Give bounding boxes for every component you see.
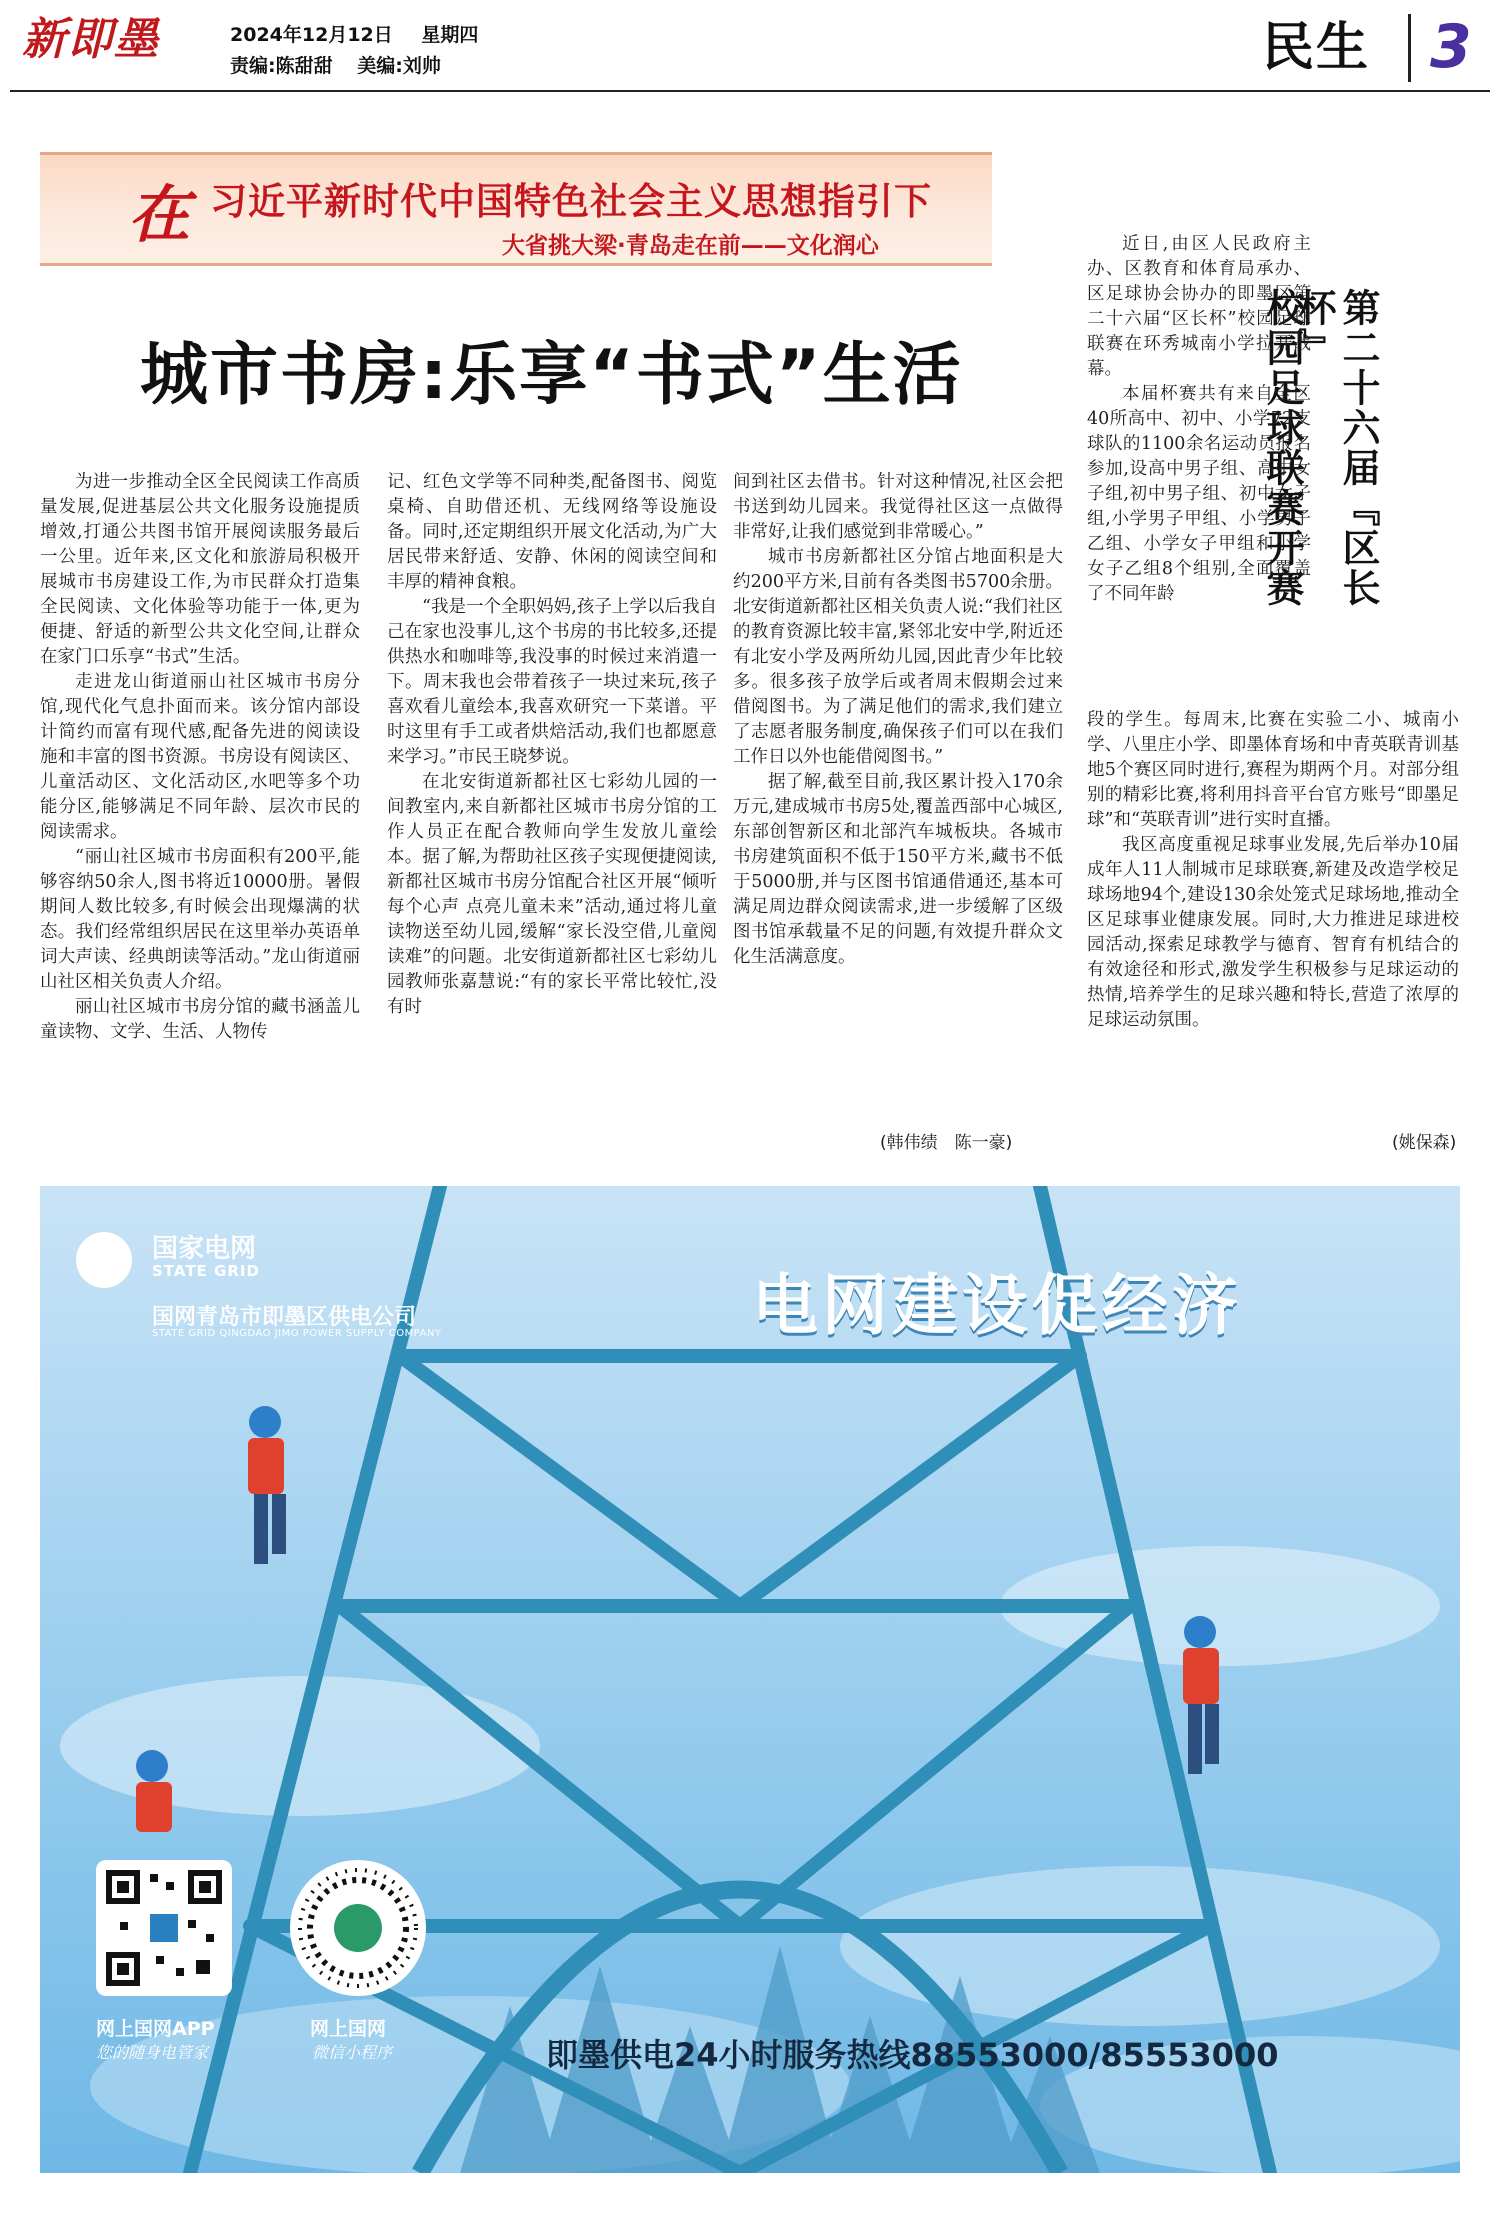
- ad-brand-name-en: STATE GRID: [152, 1262, 260, 1280]
- banner-title: 习近平新时代中国特色社会主义思想指引下: [210, 179, 932, 223]
- side-headline: 第二十六届『区长杯』: [1292, 288, 1380, 608]
- issue-weekday: 星期四: [421, 24, 479, 46]
- app-qr-code[interactable]: [96, 1860, 232, 1996]
- paragraph: 段的学生。每周末,比赛在实验二小、城南小学、八里庄小学、即墨体育场和中青英联青训基地5个赛区同时进行,赛程为期两个月。对部分组别的精彩比赛,将利用抖音平台官方账号“即墨足球”和“英联青训”进行实时直播。: [1087, 710, 1459, 830]
- side-subheadline: 校园足球联赛开赛: [1260, 288, 1304, 608]
- service-hotline: 即墨供电24小时服务热线88553000/85553000: [546, 2036, 1279, 2074]
- paragraph: 据了解,截至目前,我区累计投入170余万元,建成城市书房5处,覆盖西部中心城区,东部创智新区和北部汽车城板块。各城市书房建筑面积不低于150平方米,藏书不低于5000册,并与区图书馆通借通还,基本可满足周边群众阅读需求,进一步缓解了区级图书馆承载量不足的问题,有效提升群众文化生活满意度。: [733, 772, 1063, 967]
- paragraph: 城市书房新都社区分馆占地面积是大约200平方米,目前有各类图书5700余册。北安街道新都社区相关负责人说:“我们社区的教育资源比较丰富,紧邻北安中学,附近还有北安小学及两所幼儿园,因此青少年比较多。很多孩子放学后或者周末假期会过来借阅图书。为了满足他们的需求,我们建立了志愿者服务制度,确保孩子们可以在我们工作日以外也能借阅图书。”: [733, 547, 1063, 767]
- newspaper-logo: 新即墨: [22, 14, 160, 65]
- page-number: 3: [1430, 12, 1472, 82]
- main-article-byline: (韩伟绩 陈一豪): [880, 1133, 1013, 1153]
- side-article-column-bottom: [1087, 708, 1459, 1128]
- mini-program-qr-label: 网上国网: [310, 2018, 387, 2040]
- issue-date: 2024年12月12日: [230, 24, 393, 46]
- paragraph: 为进一步推动全区全民阅读工作高质量发展,促进基层公共文化服务设施提质增效,打通公共图书馆开展阅读服务最后一公里。近年来,区文化和旅游局积极开展城市书房建设工作,为市民群众打造集全民阅读、文化体验等功能于一体,更为便捷、舒适的新型公共文化空间,让群众在家门口乐享“书式”生活。: [40, 472, 360, 667]
- lineman-right: [1183, 1616, 1219, 1774]
- main-headline: 城市书房:乐享“书式”生活: [140, 336, 963, 415]
- masthead-rule: [10, 90, 1490, 92]
- mini-program-code-icon: [290, 1860, 426, 1996]
- paragraph: 本届杯赛共有来自全区40所高中、初中、小学72支球队的1100余名运动员报名参加,设高中男子组、高中女子组,初中男子组、初中女子组,小学男子甲组、小学男子乙组、小学女子甲组和小学女子乙组8个组别,全面覆盖了不同年龄: [1087, 384, 1311, 604]
- paragraph: “丽山社区城市书房面积有200平,能够容纳50余人,图书将近10000册。暑假期间人数比较多,有时候会出现爆满的状态。我们经常组织居民在这里举办英语单词大声读、经典朗读等活动。”龙山街道丽山社区相关负责人介绍。: [40, 847, 360, 992]
- side-article-column-top: [1087, 232, 1311, 702]
- state-grid-advertisement: [40, 1186, 1460, 2173]
- designer-credit: 美编:刘帅: [357, 55, 441, 77]
- ad-slogan: 电网建设促经济: [752, 1267, 1242, 1344]
- section-divider: [1408, 14, 1411, 82]
- app-qr-note: 您的随身电管家: [96, 2043, 209, 2062]
- masthead: [0, 0, 1500, 92]
- state-grid-logo-icon: [76, 1232, 132, 1288]
- ad-company-name: 国网青岛市即墨区供电公司: [152, 1305, 417, 1330]
- article-column-2: [387, 470, 717, 1160]
- section-name: 民生: [1262, 18, 1371, 78]
- qr-code-icon: [96, 1860, 232, 1996]
- theme-banner: [40, 152, 992, 266]
- paragraph: “我是一个全职妈妈,孩子上学以后我自己在家也没事儿,这个书房的书比较多,还提供热水和咖啡等,我没事的时候过来消遣一下。周末我也会带着孩子一块过来玩,孩子喜欢看儿童绘本,我喜欢研究一下菜谱。平时这里有手工或者烘焙活动,我们也都愿意来学习。”市民王晓梦说。: [387, 597, 717, 767]
- ad-brand-name: 国家电网: [152, 1234, 257, 1264]
- paragraph: 丽山社区城市书房分馆的藏书涵盖儿童读物、文学、生活、人物传: [40, 997, 360, 1042]
- paragraph: 我区高度重视足球事业发展,先后举办10届成年人11人制城市足球联赛,新建及改造学校足球场地94个,建设130余处笼式足球场地,推动全区足球事业健康发展。同时,大力推进足球进校园活动,探索足球教学与德育、智育有机结合的有效途径和形式,激发学生积极参与足球运动的热情,培养学生的足球兴趣和特长,营造了浓厚的足球运动氛围。: [1087, 835, 1459, 1030]
- paragraph: 间到社区去借书。针对这种情况,社区会把书送到幼儿园来。我觉得社区这一点做得非常好,让我们感觉到非常暖心。”: [733, 472, 1063, 542]
- paragraph: 近日,由区人民政府主办、区教育和体育局承办、区足球协会协办的即墨区第二十六届“区长杯”校园足球联赛在环秀城南小学拉开战幕。: [1087, 234, 1311, 379]
- paragraph: 走进龙山街道丽山社区城市书房分馆,现代化气息扑面而来。该分馆内部设计简约而富有现代感,配备先进的阅读设施和丰富的图书资源。书房设有阅读区、儿童活动区、文化活动区,水吧等多个功能分区,能够满足不同年龄、层次市民的阅读需求。: [40, 672, 360, 842]
- banner-subtitle: 大省挑大梁·青岛走在前——文化润心: [502, 233, 879, 259]
- article-column-1: [40, 470, 360, 1160]
- lineman-left-top: [248, 1406, 286, 1564]
- lineman-left-bottom: [136, 1750, 172, 1832]
- date-line: [230, 20, 500, 47]
- mini-program-qr-note: 微信小程序: [312, 2043, 393, 2062]
- app-qr-label: 网上国网APP: [96, 2018, 215, 2040]
- banner-initial: 在: [128, 178, 191, 251]
- mini-program-qr-code[interactable]: [290, 1860, 426, 1996]
- side-article-byline: (姚保森): [1392, 1133, 1457, 1153]
- article-column-3: [733, 470, 1063, 1120]
- editors-line: [230, 51, 459, 78]
- editor-credit: 责编:陈甜甜: [230, 55, 333, 77]
- ad-company-name-en: STATE GRID QINGDAO JIMO POWER SUPPLY COMPANY: [152, 1328, 442, 1339]
- paragraph: 在北安街道新都社区七彩幼儿园的一间教室内,来自新都社区城市书房分馆的工作人员正在配合教师向学生发放儿童绘本。据了解,为帮助社区孩子实现便捷阅读,新都社区城市书房分馆配合社区开展“倾听每个心声 点亮儿童未来”活动,通过将儿童读物送至幼儿园,缓解“家长没空借,儿童阅读难”的问题。北安街道新都社区七彩幼儿园教师张嘉慧说:“有的家长平常比较忙,没有时: [387, 772, 717, 1017]
- paragraph: 记、红色文学等不同种类,配备图书、阅览桌椅、自助借还机、无线网络等设施设备。同时,还定期组织开展文化活动,为广大居民带来舒适、安静、休闲的阅读空间和丰厚的精神食粮。: [387, 472, 717, 592]
